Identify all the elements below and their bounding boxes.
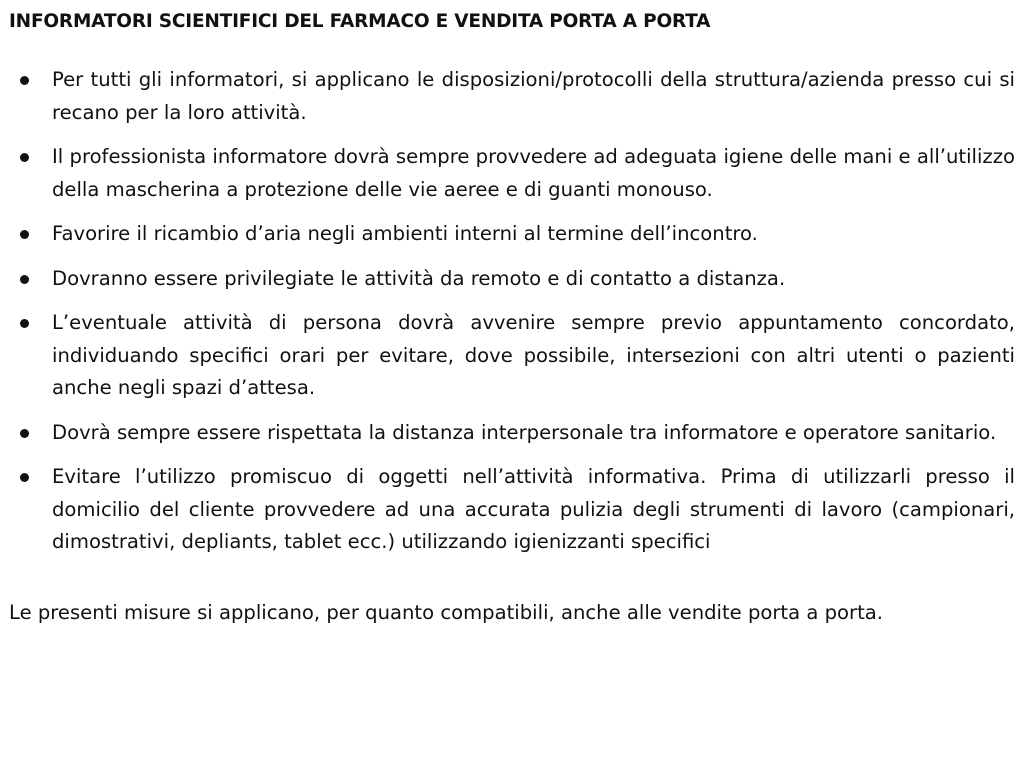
bullet-icon	[20, 153, 29, 162]
list-item	[9, 64, 1015, 129]
list-item-text: Favorire il ricambio d’aria negli ambienti interni al termine dell’incontro.	[52, 222, 758, 245]
list-item	[9, 307, 1015, 405]
bullet-icon	[20, 319, 29, 328]
section-title: INFORMATORI SCIENTIFICI DEL FARMACO E VENDITA PORTA A PORTA	[9, 11, 711, 32]
bullet-icon	[20, 275, 29, 284]
list-item	[9, 263, 1015, 296]
list-item	[9, 218, 1015, 251]
list-item	[9, 417, 1015, 450]
list-item-text: Per tutti gli informatori, si applicano le disposizioni/protocolli della struttura/azienda presso cui si recano per la loro attività.	[52, 68, 1015, 124]
list-item-text: Evitare l’utilizzo promiscuo di oggetti nell’attività informativa. Prima di utilizzarli presso il domicilio del cliente provvedere ad una accurata pulizia degli strumenti di lavoro (campionari, dimostrativi, depliants, tablet ecc.) utilizzando igienizzanti specifici	[52, 465, 1015, 553]
list-item-text: L’eventuale attività di persona dovrà avvenire sempre previo appuntamento concordato, individuando specifici orari per evitare, dove possibile, intersezioni con altri utenti o pazienti anche negli spazi d’attesa.	[52, 311, 1015, 399]
bullet-icon	[20, 76, 29, 85]
bullet-icon	[20, 230, 29, 239]
bullet-icon	[20, 429, 29, 438]
list-item	[9, 461, 1015, 559]
list-item-text: Il professionista informatore dovrà sempre provvedere ad adeguata igiene delle mani e all’utilizzo della mascherina a protezione delle vie aeree e di guanti monouso.	[52, 145, 1015, 201]
closing-paragraph: Le presenti misure si applicano, per quanto compatibili, anche alle vendite porta a porta.	[9, 600, 883, 624]
bullet-list	[9, 64, 1015, 559]
bullet-icon	[20, 473, 29, 482]
document-page	[9, 6, 1015, 649]
list-item	[9, 141, 1015, 206]
list-item-text: Dovrà sempre essere rispettata la distanza interpersonale tra informatore e operatore sanitario.	[52, 420, 997, 444]
list-item-text: Dovranno essere privilegiate le attività da remoto e di contatto a distanza.	[52, 266, 786, 290]
